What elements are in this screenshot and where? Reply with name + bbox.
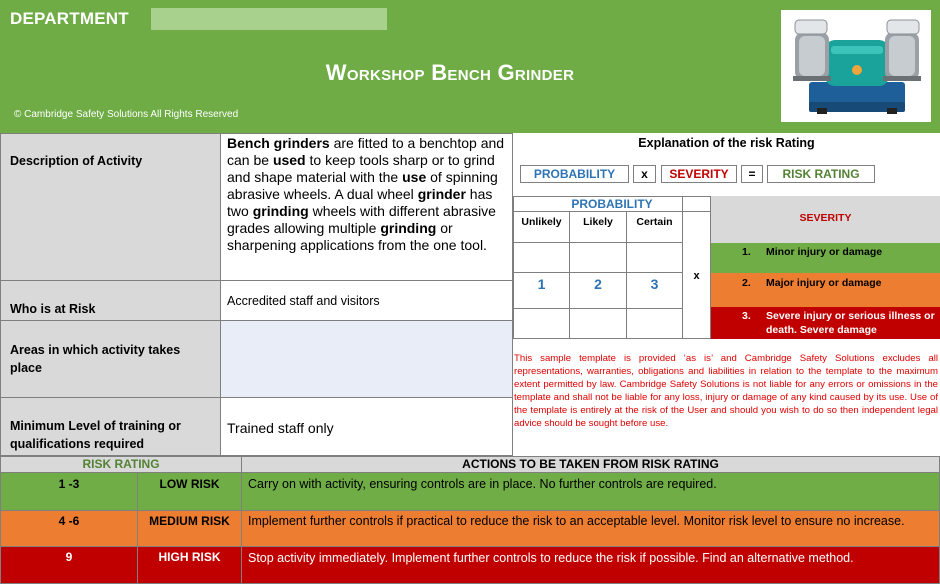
prob-col-likely xyxy=(569,211,627,243)
actions-header-cell xyxy=(241,456,940,473)
prob-col-certain xyxy=(626,211,683,243)
formula-risk-rating: RISK RATING xyxy=(767,165,875,183)
rating-level: LOW RISK xyxy=(159,477,220,491)
rating-level-cell xyxy=(137,510,242,547)
rating-header-cell xyxy=(0,456,242,473)
probability-header: PROBABILITY xyxy=(513,196,711,212)
rating-action: Carry on with activity, ensuring controls are in place. No further controls are required. xyxy=(248,477,717,491)
severity-text: Severe injury or serious illness or death. Severe damage xyxy=(766,310,935,336)
prob-value-3: 3 xyxy=(650,276,659,292)
rating-table-header xyxy=(0,456,940,473)
department-label: DEPARTMENT xyxy=(10,9,129,28)
training-value-cell[interactable] xyxy=(220,397,513,456)
severity-level-3 xyxy=(711,307,940,339)
who-value-cell[interactable] xyxy=(220,280,513,321)
severity-text: Minor injury or damage xyxy=(766,246,883,258)
rating-action-cell xyxy=(241,546,940,584)
rating-row-high xyxy=(0,546,940,584)
rating-level-cell xyxy=(137,546,242,584)
formula-equals: = xyxy=(741,165,763,183)
formula-probability: PROBABILITY xyxy=(520,165,629,183)
rating-range-cell xyxy=(0,472,138,511)
prob-value-1: 1 xyxy=(537,276,546,292)
rating-action: Implement further controls if practical to reduce the risk to an acceptable level. Monitor risk level to ensure no increase. xyxy=(248,514,905,528)
rating-row-low xyxy=(0,472,940,511)
description-label-cell xyxy=(0,133,221,281)
prob-value-cell xyxy=(626,272,683,309)
severity-num: 3. xyxy=(742,310,751,322)
bench-grinder-image xyxy=(781,10,931,122)
rating-range: 1 -3 xyxy=(58,477,80,491)
copyright-notice: © Cambridge Safety Solutions All Rights Reserved xyxy=(14,109,239,120)
severity-level-1 xyxy=(711,243,940,273)
severity-header-cell xyxy=(711,196,940,243)
who-at-risk-label: Who is at Risk xyxy=(10,302,96,316)
prob-empty-cell xyxy=(569,308,627,339)
prob-col-label: Unlikely xyxy=(521,216,562,228)
description-label: Description of Activity xyxy=(10,154,143,168)
prob-empty-cell xyxy=(626,308,683,339)
explanation-title: Explanation of the risk Rating xyxy=(638,136,815,150)
page-title: Workshop Bench Grinder xyxy=(325,60,575,85)
prob-value-cell xyxy=(569,272,627,309)
severity-num: 2. xyxy=(742,277,751,289)
prob-col-unlikely xyxy=(513,211,570,243)
rating-range: 4 -6 xyxy=(58,514,80,528)
areas-value-cell[interactable] xyxy=(220,320,513,398)
prob-empty-cell xyxy=(626,242,683,273)
who-at-risk-value: Accredited staff and visitors xyxy=(227,294,380,308)
rating-range-cell xyxy=(0,546,138,584)
department-field[interactable] xyxy=(151,8,387,30)
areas-label-cell xyxy=(0,320,221,398)
training-label-cell xyxy=(0,397,221,456)
prob-empty-cell xyxy=(513,242,570,273)
description-text: Bench grinders are fitted to a benchtop and can be used to keep tools sharp or to grind and shape material with the use of spinning abrasive wheels. A dual wheel grinder has two grinding wheels with different abrasive grades allowing multiple grinding or sharpening applications from the one tool. xyxy=(227,135,505,253)
rating-header: RISK RATING xyxy=(82,457,160,471)
formula-times: x xyxy=(633,165,656,183)
prob-col-label: Likely xyxy=(583,216,613,228)
severity-num: 1. xyxy=(742,246,751,258)
rating-range-cell xyxy=(0,510,138,547)
who-label-cell xyxy=(0,280,221,321)
rating-action: Stop activity immediately. Implement further controls to reduce the risk if possible. Find an alternative method. xyxy=(248,551,854,565)
prob-empty-cell xyxy=(569,242,627,273)
rating-level: HIGH RISK xyxy=(158,550,221,564)
rating-action-cell xyxy=(241,510,940,547)
severity-text: Major injury or damage xyxy=(766,277,882,289)
prob-empty-cell xyxy=(513,308,570,339)
rating-range: 9 xyxy=(65,550,73,564)
severity-level-2 xyxy=(711,273,940,307)
areas-label: Areas in which activity takes place xyxy=(10,343,181,375)
training-value: Trained staff only xyxy=(227,420,334,436)
disclaimer-text: This sample template is provided ‘as is’ and Cambridge Safety Solutions excludes all representations, warranties, obligations and liabilities in relation to the template to the maximum extent permitted by law. Cambridge Safety Solutions is not liable for any errors or omissions in the template and shall not be liable for any loss, injury or damage of any kind caused by its use. Use of the template is entirely at the risk of the User and should you wish to do so then independent legal advice should be sought before use. xyxy=(514,353,938,429)
formula-severity: SEVERITY xyxy=(661,165,737,183)
prob-col-label: Certain xyxy=(636,216,673,228)
multiply-sign: x xyxy=(693,270,700,282)
rating-action-cell xyxy=(241,472,940,511)
multiply-cell xyxy=(682,196,711,339)
prob-value-cell xyxy=(513,272,570,309)
rating-level: MEDIUM RISK xyxy=(149,514,230,528)
actions-header: ACTIONS TO BE TAKEN FROM RISK RATING xyxy=(462,457,719,471)
rating-level-cell xyxy=(137,472,242,511)
rating-row-medium xyxy=(0,510,940,547)
training-label: Minimum Level of training or qualifications required xyxy=(10,419,181,451)
severity-header: SEVERITY xyxy=(799,212,852,224)
prob-value-2: 2 xyxy=(594,276,602,292)
description-value-cell[interactable] xyxy=(220,133,513,281)
